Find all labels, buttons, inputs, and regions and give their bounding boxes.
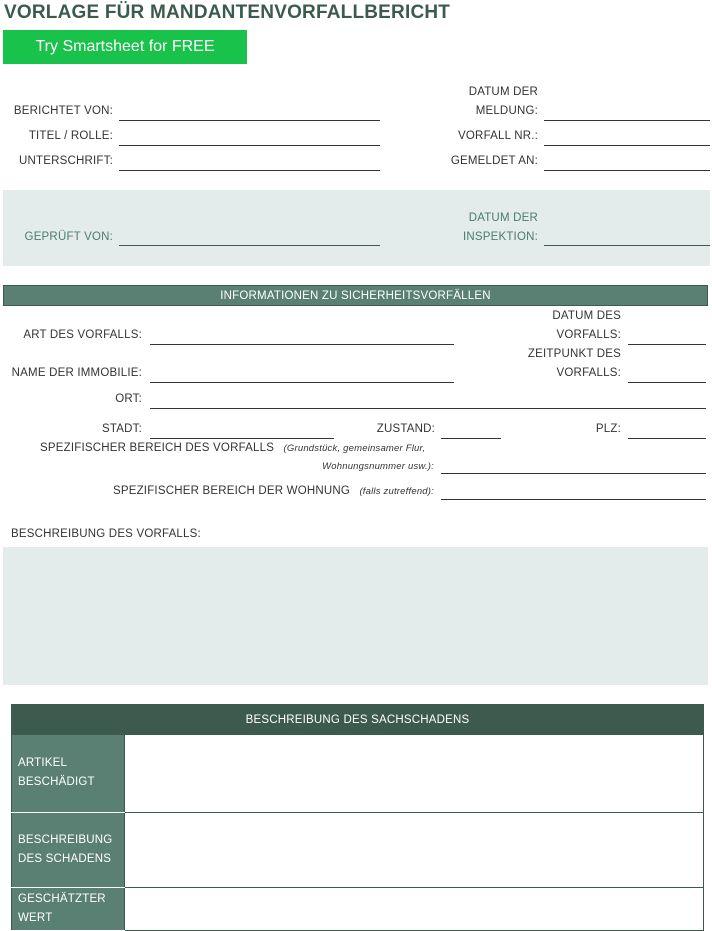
page-title: VORLAGE FÜR MANDANTENVORFALLBERICHT: [4, 2, 451, 23]
city-label: STADT:: [102, 423, 142, 435]
incident-time-label-line2: VORFALLS:: [556, 367, 621, 379]
estimated-value-label: [12, 887, 125, 930]
incident-no-label: VORFALL NR.:: [458, 130, 538, 142]
incident-date-label-line2: VORFALLS:: [556, 329, 621, 341]
zip-label: PLZ:: [595, 423, 621, 435]
specific-area-note-line2: Wohnungsnummer usw.):: [322, 461, 434, 472]
estimated-value-label-line1: GESCHÄTZTER: [18, 892, 106, 905]
report-date-label-line1: DATUM DER: [468, 86, 538, 98]
title-role-label: TITEL / ROLLE:: [28, 130, 113, 142]
inspection-date-label-line2: INSPEKTION:: [462, 231, 538, 243]
incident-no-field[interactable]: [544, 145, 710, 146]
description-label: BESCHREIBUNG DES VORFALLS:: [11, 528, 201, 540]
damaged-items-label: [12, 735, 125, 812]
table-row: [12, 812, 704, 887]
incident-date-label-line1: DATUM DES: [552, 310, 621, 322]
report-date-label-line2: MELDUNG:: [475, 105, 538, 117]
apartment-area-note: (falls zutreffend):: [359, 486, 434, 497]
apartment-area-field[interactable]: [441, 499, 706, 500]
damage-table: [11, 704, 704, 931]
damage-table-header: BESCHREIBUNG DES SACHSCHADENS: [12, 705, 704, 736]
signature-field[interactable]: [119, 170, 380, 171]
damaged-items-label-line1: ARTIKEL: [18, 757, 68, 770]
reviewed-by-label: GEPRÜFT VON:: [24, 231, 113, 243]
security-section-header: INFORMATIONEN ZU SICHERHEITSVORFÄLLEN: [3, 285, 708, 306]
specific-area-label-text: SPEZIFISCHER BEREICH DES VORFALLS: [40, 442, 275, 454]
specific-area-field[interactable]: [441, 473, 706, 474]
incident-time-field[interactable]: [628, 382, 706, 383]
damage-description-label: [12, 812, 125, 887]
signature-label: UNTERSCHRIFT:: [19, 155, 113, 167]
property-name-field[interactable]: [150, 382, 454, 383]
specific-area-note-line1: (Grundstück, gemeinsamer Flur,: [283, 443, 426, 454]
estimated-value-label-line2: WERT: [18, 911, 53, 924]
reported-by-label: BERICHTET VON:: [13, 105, 113, 117]
damage-description-cell[interactable]: [125, 812, 704, 887]
apartment-area-label: [113, 485, 434, 497]
city-field[interactable]: [150, 438, 334, 439]
incident-type-label: ART DES VORFALLS:: [23, 329, 142, 341]
incident-type-field[interactable]: [150, 344, 454, 345]
title-role-field[interactable]: [119, 145, 380, 146]
damaged-items-label-line2: BESCHÄDIGT: [18, 776, 95, 789]
damaged-items-cell[interactable]: [125, 735, 704, 812]
state-field[interactable]: [441, 438, 501, 439]
estimated-value-cell[interactable]: [125, 887, 704, 930]
damage-description-label-line1: BESCHREIBUNG: [18, 833, 113, 846]
table-row: [12, 887, 704, 930]
reported-to-field[interactable]: [544, 170, 710, 171]
specific-area-label: [40, 442, 425, 454]
location-field[interactable]: [150, 408, 706, 409]
damage-description-label-line2: DES SCHADENS: [18, 852, 112, 865]
reported-by-field[interactable]: [119, 120, 380, 121]
review-panel: [3, 190, 710, 266]
state-label: ZUSTAND:: [376, 423, 435, 435]
property-name-label: NAME DER IMMOBILIE:: [11, 367, 142, 379]
description-textarea[interactable]: [3, 547, 708, 685]
incident-time-label-line1: ZEITPUNKT DES: [527, 348, 621, 360]
apartment-area-label-text: SPEZIFISCHER BEREICH DER WOHNUNG: [112, 485, 351, 497]
location-label: ORT:: [115, 393, 142, 405]
try-smartsheet-button[interactable]: Try Smartsheet for FREE: [3, 30, 247, 64]
table-row: [12, 735, 704, 812]
reviewed-by-field[interactable]: [119, 245, 380, 246]
incident-date-field[interactable]: [628, 344, 706, 345]
zip-field[interactable]: [628, 438, 706, 439]
reported-to-label: GEMELDET AN:: [450, 155, 538, 167]
report-date-field[interactable]: [544, 120, 710, 121]
inspection-date-field[interactable]: [544, 245, 710, 246]
inspection-date-label-line1: DATUM DER: [468, 212, 538, 224]
